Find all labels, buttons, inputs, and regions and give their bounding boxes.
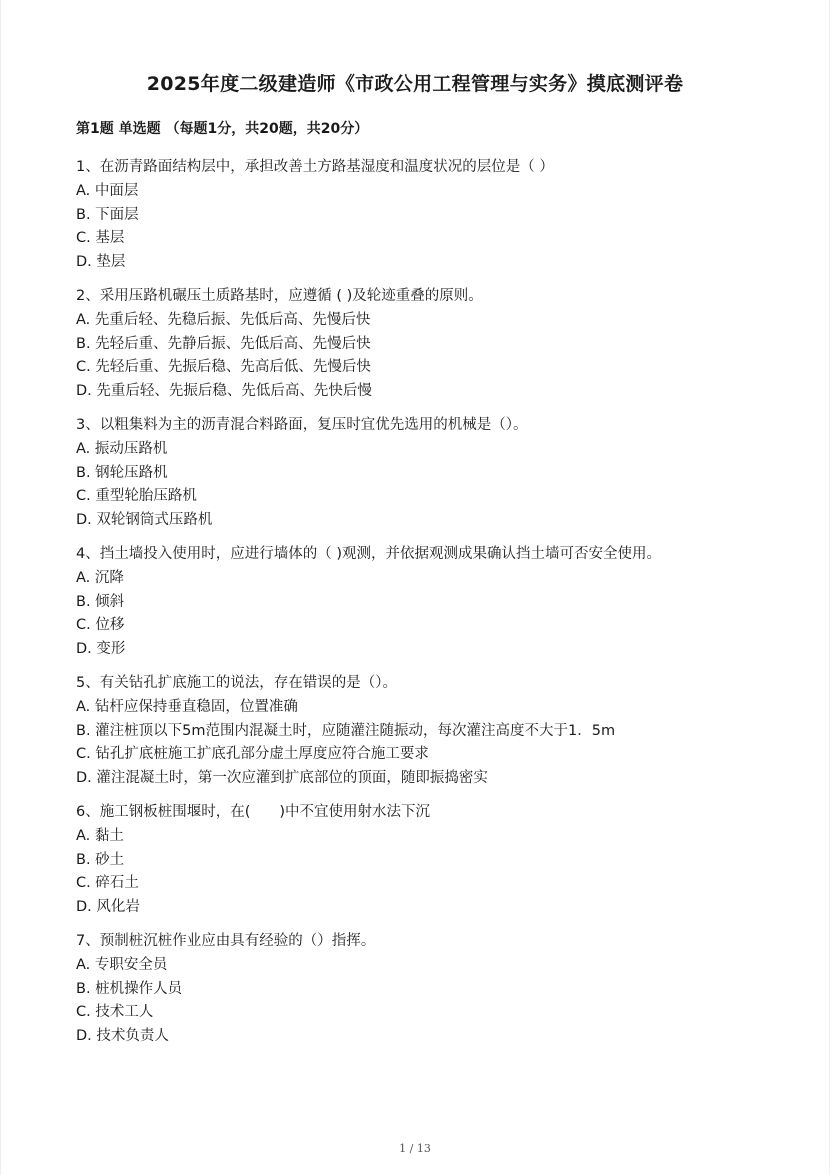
question-list	[76, 156, 766, 1059]
page-border-left	[0, 0, 1, 1175]
question-2	[76, 285, 766, 403]
option-d: D. 技术负责人	[76, 1027, 169, 1044]
option-a: A. 中面层	[76, 183, 139, 199]
option-b: B. 钢轮压路机	[76, 464, 168, 481]
question-5	[76, 672, 766, 790]
option-a: A. 钻杆应保持垂直稳固，位置准确	[76, 699, 298, 715]
option-d: D. 变形	[76, 640, 126, 657]
page-number: 1 / 13	[399, 1142, 431, 1155]
option-d: D. 灌注混凝土时，第一次应灌到扩底部位的顶面，随即振捣密实	[76, 769, 488, 786]
option-c: C. 技术工人	[76, 1004, 154, 1020]
option-d: D. 垫层	[76, 253, 126, 270]
question-1	[76, 156, 766, 274]
option-a: A. 沉降	[76, 570, 124, 586]
option-b: B. 灌注桩顶以下5m范围内混凝土时，应随灌注随振动，每次灌注高度不大于1．5m	[76, 722, 616, 739]
option-b: B. 倾斜	[76, 593, 125, 610]
section-heading: 第1题 单选题 （每题1分，共20题，共20分）	[76, 121, 369, 137]
option-c: C. 先轻后重、先振后稳、先高后低、先慢后快	[76, 359, 371, 375]
option-c: C. 碎石土	[76, 875, 139, 891]
option-d: D. 先重后轻、先振后稳、先低后高、先快后慢	[76, 382, 372, 399]
exam-title: 2025年度二级建造师《市政公用工程管理与实务》摸底测评卷	[146, 73, 684, 95]
option-b: B. 先轻后重、先静后振、先低后高、先慢后快	[76, 335, 371, 352]
option-d: D. 双轮钢筒式压路机	[76, 511, 213, 528]
question-3	[76, 414, 766, 532]
option-b: B. 砂土	[76, 851, 125, 868]
question-stem: 7、预制桩沉桩作业应由具有经验的（）指挥。	[76, 933, 376, 949]
question-6	[76, 801, 766, 919]
question-stem: 4、挡土墙投入使用时，应进行墙体的（ )观测，并依据观测成果确认挡土墙可否安全使用。	[76, 546, 661, 562]
question-stem: 1、在沥青路面结构层中，承担改善土方路基湿度和温度状况的层位是（ ）	[76, 159, 554, 175]
option-b: B. 下面层	[76, 206, 139, 223]
option-a: A. 专职安全员	[76, 957, 168, 973]
option-b: B. 桩机操作人员	[76, 980, 183, 997]
question-stem: 5、有关钻孔扩底施工的说法，存在错误的是（）。	[76, 675, 397, 691]
option-d: D. 风化岩	[76, 898, 140, 915]
question-stem: 6、施工钢板桩围堰时，在( )中不宜使用射水法下沉	[76, 804, 431, 820]
option-a: A. 先重后轻、先稳后振、先低后高、先慢后快	[76, 312, 371, 328]
option-c: C. 基层	[76, 230, 125, 246]
question-4	[76, 543, 766, 661]
option-c: C. 重型轮胎压路机	[76, 488, 197, 504]
option-c: C. 位移	[76, 617, 125, 633]
option-a: A. 黏土	[76, 828, 124, 844]
question-7	[76, 930, 766, 1048]
option-c: C. 钻孔扩底桩施工扩底孔部分虚土厚度应符合施工要求	[76, 746, 429, 762]
question-stem: 3、以粗集料为主的沥青混合料路面，复压时宜优先选用的机械是（）。	[76, 417, 528, 433]
question-stem: 2、采用压路机碾压土质路基时，应遵循 ( )及轮迹重叠的原则。	[76, 288, 483, 304]
option-a: A. 振动压路机	[76, 441, 168, 457]
